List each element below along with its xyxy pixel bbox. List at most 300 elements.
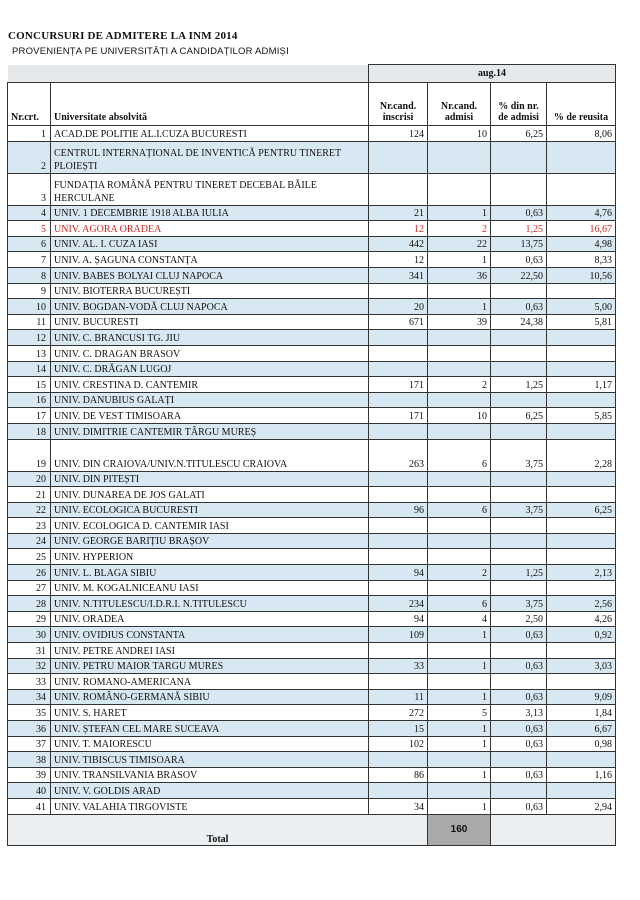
university-name: UNIV. OVIDIUS CONSTANTA xyxy=(51,627,369,643)
cell-admisi: 1 xyxy=(428,721,491,737)
table-row xyxy=(8,643,616,659)
cell-inscrisi: 96 xyxy=(369,502,428,518)
row-number: 34 xyxy=(8,689,51,705)
cell-pct-reusita: 2,28 xyxy=(547,439,616,471)
row-number: 38 xyxy=(8,752,51,768)
header-blank xyxy=(8,65,369,83)
table-row xyxy=(8,533,616,549)
cell-pct-reusita: 1,17 xyxy=(547,377,616,393)
table-row xyxy=(8,439,616,471)
cell-pct-reusita: 4,26 xyxy=(547,611,616,627)
cell-admisi xyxy=(428,330,491,346)
cell-admisi: 1 xyxy=(428,736,491,752)
cell-admisi xyxy=(428,487,491,503)
university-name: UNIV. DIN CRAIOVA/UNIV.N.TITULESCU CRAIOVA xyxy=(51,439,369,471)
university-name: UNIV. DIMITRIE CANTEMIR TÂRGU MUREȘ xyxy=(51,423,369,439)
cell-inscrisi xyxy=(369,752,428,768)
cell-admisi: 1 xyxy=(428,798,491,814)
table-row xyxy=(8,361,616,377)
cell-pct-reusita xyxy=(547,423,616,439)
column-header-pct-admisi: % din nr. de admisi xyxy=(491,83,547,126)
cell-admisi xyxy=(428,423,491,439)
university-name: UNIV. N.TITULESCU/I.D.R.I. N.TITULESCU xyxy=(51,596,369,612)
row-number: 6 xyxy=(8,236,51,252)
cell-inscrisi xyxy=(369,643,428,659)
table-row xyxy=(8,236,616,252)
university-name: CENTRUL INTERNAȚIONAL DE INVENTICĂ PENTRU TINERET PLOIEȘTI xyxy=(51,141,369,173)
row-number: 22 xyxy=(8,502,51,518)
university-name: UNIV. ECOLOGICA D. CANTEMIR IASI xyxy=(51,518,369,534)
cell-pct-reusita: 16,67 xyxy=(547,221,616,237)
cell-pct-reusita: 8,33 xyxy=(547,252,616,268)
cell-pct-admisi xyxy=(491,392,547,408)
cell-pct-admisi xyxy=(491,173,547,205)
cell-inscrisi: 671 xyxy=(369,314,428,330)
cell-admisi: 2 xyxy=(428,221,491,237)
cell-inscrisi xyxy=(369,330,428,346)
cell-admisi xyxy=(428,752,491,768)
university-name: UNIV. T. MAIORESCU xyxy=(51,736,369,752)
cell-pct-reusita xyxy=(547,752,616,768)
column-header-nr: Nr.crt. xyxy=(8,83,51,126)
table-row xyxy=(8,471,616,487)
cell-admisi xyxy=(428,361,491,377)
university-name: UNIV. PETRU MAIOR TARGU MURES xyxy=(51,658,369,674)
cell-pct-admisi: 0,63 xyxy=(491,658,547,674)
university-name: UNIV. DE VEST TIMISOARA xyxy=(51,408,369,424)
row-number: 17 xyxy=(8,408,51,424)
cell-pct-reusita xyxy=(547,173,616,205)
cell-inscrisi xyxy=(369,533,428,549)
university-name: UNIV. VALAHIA TIRGOVISTE xyxy=(51,798,369,814)
university-name: UNIV. ORADEA xyxy=(51,611,369,627)
column-header-admisi: Nr.cand. admisi xyxy=(428,83,491,126)
cell-admisi: 6 xyxy=(428,439,491,471)
cell-admisi xyxy=(428,533,491,549)
cell-admisi xyxy=(428,783,491,799)
row-number: 39 xyxy=(8,767,51,783)
total-admisi: 160 xyxy=(428,814,491,845)
university-name: UNIV. DIN PITEȘTI xyxy=(51,471,369,487)
table-row xyxy=(8,267,616,283)
cell-pct-reusita xyxy=(547,487,616,503)
cell-admisi: 10 xyxy=(428,126,491,142)
university-name: UNIV. TIBISCUS TIMISOARA xyxy=(51,752,369,768)
row-number: 40 xyxy=(8,783,51,799)
cell-admisi xyxy=(428,580,491,596)
cell-inscrisi xyxy=(369,783,428,799)
cell-inscrisi xyxy=(369,471,428,487)
cell-pct-reusita: 2,56 xyxy=(547,596,616,612)
cell-pct-reusita: 4,76 xyxy=(547,205,616,221)
table-row xyxy=(8,736,616,752)
table-row xyxy=(8,689,616,705)
cell-admisi xyxy=(428,674,491,690)
cell-inscrisi xyxy=(369,674,428,690)
table-row xyxy=(8,377,616,393)
table-body xyxy=(8,126,616,815)
table-row xyxy=(8,752,616,768)
cell-pct-admisi xyxy=(491,518,547,534)
table-row xyxy=(8,518,616,534)
row-number: 41 xyxy=(8,798,51,814)
cell-admisi: 1 xyxy=(428,658,491,674)
cell-admisi: 2 xyxy=(428,565,491,581)
row-number: 24 xyxy=(8,533,51,549)
cell-pct-admisi xyxy=(491,283,547,299)
university-name: UNIV. C. DRAGAN BRASOV xyxy=(51,345,369,361)
cell-admisi xyxy=(428,392,491,408)
cell-inscrisi: 12 xyxy=(369,221,428,237)
cell-pct-admisi: 3,75 xyxy=(491,596,547,612)
row-number: 25 xyxy=(8,549,51,565)
cell-pct-reusita xyxy=(547,392,616,408)
cell-pct-reusita: 5,81 xyxy=(547,314,616,330)
cell-pct-admisi: 2,50 xyxy=(491,611,547,627)
cell-inscrisi: 94 xyxy=(369,565,428,581)
cell-admisi: 1 xyxy=(428,252,491,268)
cell-admisi xyxy=(428,283,491,299)
row-number: 4 xyxy=(8,205,51,221)
row-number: 16 xyxy=(8,392,51,408)
cell-pct-reusita xyxy=(547,283,616,299)
university-name: UNIV. V. GOLDIS ARAD xyxy=(51,783,369,799)
row-number: 15 xyxy=(8,377,51,393)
cell-inscrisi: 15 xyxy=(369,721,428,737)
cell-pct-admisi xyxy=(491,580,547,596)
admissions-table xyxy=(7,64,616,846)
row-number: 36 xyxy=(8,721,51,737)
cell-pct-admisi: 0,63 xyxy=(491,767,547,783)
table-row xyxy=(8,487,616,503)
cell-pct-reusita xyxy=(547,361,616,377)
table-row xyxy=(8,627,616,643)
cell-inscrisi: 234 xyxy=(369,596,428,612)
row-number: 13 xyxy=(8,345,51,361)
cell-pct-admisi xyxy=(491,643,547,659)
cell-admisi: 39 xyxy=(428,314,491,330)
row-number: 27 xyxy=(8,580,51,596)
cell-pct-reusita xyxy=(547,330,616,346)
row-number: 1 xyxy=(8,126,51,142)
university-name: UNIV. L. BLAGA SIBIU xyxy=(51,565,369,581)
cell-pct-admisi: 1,25 xyxy=(491,221,547,237)
row-number: 11 xyxy=(8,314,51,330)
table-row xyxy=(8,611,616,627)
cell-pct-admisi xyxy=(491,141,547,173)
university-name: UNIV. DUNAREA DE JOS GALATI xyxy=(51,487,369,503)
cell-inscrisi: 442 xyxy=(369,236,428,252)
university-name: UNIV. C. DRĂGAN LUGOJ xyxy=(51,361,369,377)
row-number: 9 xyxy=(8,283,51,299)
cell-pct-reusita: 4,98 xyxy=(547,236,616,252)
cell-pct-reusita xyxy=(547,783,616,799)
university-name: UNIV. C. BRANCUSI TG. JIU xyxy=(51,330,369,346)
cell-admisi: 36 xyxy=(428,267,491,283)
cell-pct-admisi xyxy=(491,549,547,565)
cell-inscrisi: 86 xyxy=(369,767,428,783)
cell-pct-reusita xyxy=(547,643,616,659)
table-row xyxy=(8,596,616,612)
cell-admisi xyxy=(428,471,491,487)
row-number: 18 xyxy=(8,423,51,439)
table-row xyxy=(8,221,616,237)
cell-admisi xyxy=(428,518,491,534)
cell-admisi: 1 xyxy=(428,627,491,643)
cell-admisi: 1 xyxy=(428,205,491,221)
cell-inscrisi: 11 xyxy=(369,689,428,705)
table-row xyxy=(8,565,616,581)
university-name: UNIV. BOGDAN-VODĂ CLUJ NAPOCA xyxy=(51,299,369,315)
total-label: Total xyxy=(8,814,428,845)
cell-pct-admisi: 0,63 xyxy=(491,736,547,752)
row-number: 7 xyxy=(8,252,51,268)
table-row xyxy=(8,126,616,142)
cell-pct-admisi: 0,63 xyxy=(491,299,547,315)
cell-inscrisi: 94 xyxy=(369,611,428,627)
cell-pct-admisi xyxy=(491,533,547,549)
table-row xyxy=(8,345,616,361)
cell-pct-admisi: 22,50 xyxy=(491,267,547,283)
cell-pct-reusita: 0,98 xyxy=(547,736,616,752)
cell-pct-reusita xyxy=(547,471,616,487)
table-row xyxy=(8,283,616,299)
university-name: UNIV. ROMANO-AMERICANA xyxy=(51,674,369,690)
university-name: UNIV. ȘTEFAN CEL MARE SUCEAVA xyxy=(51,721,369,737)
cell-pct-reusita: 2,94 xyxy=(547,798,616,814)
cell-pct-admisi: 1,25 xyxy=(491,565,547,581)
table-row xyxy=(8,767,616,783)
cell-pct-reusita xyxy=(547,674,616,690)
cell-pct-reusita: 10,56 xyxy=(547,267,616,283)
cell-pct-reusita: 8,06 xyxy=(547,126,616,142)
cell-inscrisi: 171 xyxy=(369,377,428,393)
row-number: 30 xyxy=(8,627,51,643)
column-header-pct-reusita: % de reusita xyxy=(547,83,616,126)
cell-admisi: 4 xyxy=(428,611,491,627)
university-name: FUNDAȚIA ROMÂNĂ PENTRU TINERET DECEBAL BĂILE HERCULANE xyxy=(51,173,369,205)
cell-pct-reusita xyxy=(547,141,616,173)
university-name: UNIV. 1 DECEMBRIE 1918 ALBA IULIA xyxy=(51,205,369,221)
university-name: UNIV. BIOTERRA BUCUREȘTI xyxy=(51,283,369,299)
cell-pct-reusita: 5,85 xyxy=(547,408,616,424)
table-row xyxy=(8,408,616,424)
cell-pct-reusita: 2,13 xyxy=(547,565,616,581)
cell-pct-admisi xyxy=(491,423,547,439)
cell-inscrisi xyxy=(369,518,428,534)
university-name: UNIV. ROMÂNO-GERMANĂ SIBIU xyxy=(51,689,369,705)
row-number: 12 xyxy=(8,330,51,346)
cell-admisi: 6 xyxy=(428,502,491,518)
row-number: 14 xyxy=(8,361,51,377)
cell-pct-reusita: 6,67 xyxy=(547,721,616,737)
cell-inscrisi: 34 xyxy=(369,798,428,814)
cell-pct-admisi: 6,25 xyxy=(491,408,547,424)
university-name: UNIV. CRESTINA D. CANTEMIR xyxy=(51,377,369,393)
group-header-date: aug.14 xyxy=(369,65,616,83)
cell-inscrisi: 124 xyxy=(369,126,428,142)
cell-inscrisi: 109 xyxy=(369,627,428,643)
table-row xyxy=(8,423,616,439)
university-name: UNIV. BUCURESTI xyxy=(51,314,369,330)
cell-pct-reusita: 1,16 xyxy=(547,767,616,783)
cell-pct-admisi xyxy=(491,471,547,487)
cell-pct-admisi: 6,25 xyxy=(491,126,547,142)
cell-inscrisi xyxy=(369,549,428,565)
cell-pct-admisi: 0,63 xyxy=(491,205,547,221)
document-title: CONCURSURI DE ADMITERE LA INM 2014 xyxy=(8,30,238,42)
table-row xyxy=(8,549,616,565)
row-number: 31 xyxy=(8,643,51,659)
cell-pct-admisi xyxy=(491,345,547,361)
cell-pct-admisi: 3,75 xyxy=(491,439,547,471)
cell-admisi xyxy=(428,173,491,205)
university-name: UNIV. TRANSILVANIA BRASOV xyxy=(51,767,369,783)
cell-pct-reusita xyxy=(547,533,616,549)
cell-admisi xyxy=(428,141,491,173)
cell-pct-admisi: 3,13 xyxy=(491,705,547,721)
row-number: 33 xyxy=(8,674,51,690)
cell-pct-admisi: 24,38 xyxy=(491,314,547,330)
university-name: UNIV. PETRE ANDREI IASI xyxy=(51,643,369,659)
cell-inscrisi: 272 xyxy=(369,705,428,721)
cell-pct-reusita: 6,25 xyxy=(547,502,616,518)
cell-inscrisi xyxy=(369,580,428,596)
cell-admisi xyxy=(428,345,491,361)
university-name: UNIV. AL. I. CUZA IASI xyxy=(51,236,369,252)
cell-inscrisi xyxy=(369,141,428,173)
table-row xyxy=(8,580,616,596)
cell-pct-admisi: 0,63 xyxy=(491,252,547,268)
row-number: 29 xyxy=(8,611,51,627)
cell-admisi: 6 xyxy=(428,596,491,612)
document-subtitle: PROVENIENȚA PE UNIVERSITĂȚI A CANDIDAȚILOR ADMIȘI xyxy=(12,46,289,57)
cell-pct-admisi xyxy=(491,330,547,346)
university-name: UNIV. DANUBIUS GALAȚI xyxy=(51,392,369,408)
cell-inscrisi: 263 xyxy=(369,439,428,471)
university-name: UNIV. S. HARET xyxy=(51,705,369,721)
table-row xyxy=(8,674,616,690)
university-name: ACAD.DE POLITIE AL.I.CUZA BUCURESTI xyxy=(51,126,369,142)
row-number: 23 xyxy=(8,518,51,534)
cell-pct-reusita xyxy=(547,549,616,565)
university-name: UNIV. BABES BOLYAI CLUJ NAPOCA xyxy=(51,267,369,283)
table-row xyxy=(8,205,616,221)
table-row xyxy=(8,658,616,674)
cell-inscrisi: 12 xyxy=(369,252,428,268)
university-name: UNIV. M. KOGALNICEANU IASI xyxy=(51,580,369,596)
university-name: UNIV. AGORA ORADEA xyxy=(51,221,369,237)
cell-pct-admisi: 13,75 xyxy=(491,236,547,252)
cell-pct-admisi: 3,75 xyxy=(491,502,547,518)
cell-inscrisi: 341 xyxy=(369,267,428,283)
row-number: 32 xyxy=(8,658,51,674)
table-row xyxy=(8,721,616,737)
cell-admisi: 1 xyxy=(428,689,491,705)
row-number: 19 xyxy=(8,439,51,471)
cell-pct-reusita: 3,03 xyxy=(547,658,616,674)
table-row xyxy=(8,392,616,408)
cell-pct-reusita: 5,00 xyxy=(547,299,616,315)
cell-pct-admisi: 0,63 xyxy=(491,798,547,814)
row-number: 35 xyxy=(8,705,51,721)
cell-admisi: 22 xyxy=(428,236,491,252)
cell-admisi xyxy=(428,549,491,565)
column-header-inscrisi: Nr.cand. inscrisi xyxy=(369,83,428,126)
cell-pct-reusita: 1,84 xyxy=(547,705,616,721)
cell-pct-admisi xyxy=(491,361,547,377)
cell-admisi: 1 xyxy=(428,299,491,315)
cell-admisi: 2 xyxy=(428,377,491,393)
table-row xyxy=(8,798,616,814)
table-row xyxy=(8,783,616,799)
row-number: 37 xyxy=(8,736,51,752)
row-number: 21 xyxy=(8,487,51,503)
row-number: 28 xyxy=(8,596,51,612)
cell-pct-admisi xyxy=(491,752,547,768)
row-number: 10 xyxy=(8,299,51,315)
cell-pct-admisi: 0,63 xyxy=(491,627,547,643)
row-number: 5 xyxy=(8,221,51,237)
university-name: UNIV. ECOLOGICA BUCURESTI xyxy=(51,502,369,518)
cell-inscrisi: 20 xyxy=(369,299,428,315)
cell-pct-reusita xyxy=(547,518,616,534)
cell-inscrisi xyxy=(369,345,428,361)
cell-pct-admisi: 0,63 xyxy=(491,721,547,737)
total-row xyxy=(8,814,616,845)
row-number: 8 xyxy=(8,267,51,283)
cell-admisi: 5 xyxy=(428,705,491,721)
table-row xyxy=(8,330,616,346)
table-row xyxy=(8,502,616,518)
cell-inscrisi xyxy=(369,392,428,408)
cell-inscrisi xyxy=(369,423,428,439)
table-row xyxy=(8,173,616,205)
cell-pct-admisi xyxy=(491,674,547,690)
cell-inscrisi xyxy=(369,487,428,503)
cell-inscrisi xyxy=(369,361,428,377)
cell-pct-reusita xyxy=(547,345,616,361)
row-number: 26 xyxy=(8,565,51,581)
table-row xyxy=(8,252,616,268)
university-name: UNIV. A. ȘAGUNA CONSTANȚA xyxy=(51,252,369,268)
table-row xyxy=(8,705,616,721)
cell-inscrisi: 102 xyxy=(369,736,428,752)
cell-pct-admisi xyxy=(491,783,547,799)
cell-pct-reusita xyxy=(547,580,616,596)
row-number: 3 xyxy=(8,173,51,205)
cell-admisi xyxy=(428,643,491,659)
university-name: UNIV. GEORGE BARIȚIU BRAȘOV xyxy=(51,533,369,549)
cell-inscrisi: 171 xyxy=(369,408,428,424)
table-row xyxy=(8,299,616,315)
cell-admisi: 10 xyxy=(428,408,491,424)
row-number: 2 xyxy=(8,141,51,173)
cell-inscrisi xyxy=(369,283,428,299)
cell-pct-reusita: 9,09 xyxy=(547,689,616,705)
table-row xyxy=(8,314,616,330)
cell-inscrisi: 21 xyxy=(369,205,428,221)
row-number: 20 xyxy=(8,471,51,487)
table-row xyxy=(8,141,616,173)
cell-inscrisi xyxy=(369,173,428,205)
total-empty xyxy=(491,814,616,845)
cell-pct-reusita: 0,92 xyxy=(547,627,616,643)
cell-pct-admisi: 0,63 xyxy=(491,689,547,705)
university-name: UNIV. HYPERION xyxy=(51,549,369,565)
column-header-university: Universitate absolvită xyxy=(51,83,369,126)
cell-pct-admisi: 1,25 xyxy=(491,377,547,393)
